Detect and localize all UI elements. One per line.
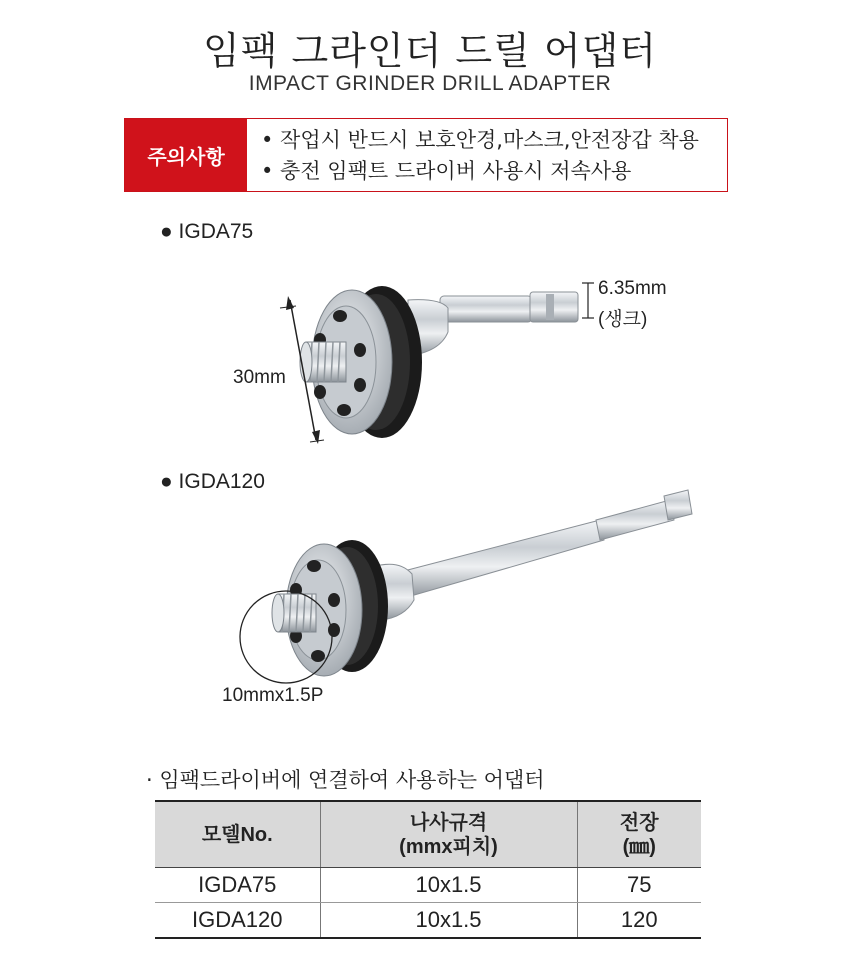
dimension-thread: 10mmx1.5P	[222, 685, 324, 706]
dimension-shank-note: (생크)	[598, 309, 648, 330]
cell-length: 120	[577, 903, 701, 939]
model-label-igda120: ● IGDA120	[160, 470, 265, 493]
header-length-label: 전장	[619, 811, 659, 834]
cell-thread: 10x1.5	[320, 903, 577, 939]
caution-label: 주의사항	[125, 119, 247, 191]
page-subtitle: IMPACT GRINDER DRILL ADAPTER	[248, 72, 612, 95]
header-thread-label: 나사규격	[409, 811, 488, 834]
header-model	[155, 801, 320, 868]
table-row	[155, 868, 701, 903]
header-model-label: 모델No.	[201, 823, 273, 846]
cell-model: IGDA120	[155, 903, 320, 939]
header-thread	[320, 801, 577, 868]
spec-table	[155, 800, 701, 939]
page-title: 임팩 그라인더 드릴 어댑터	[202, 29, 658, 73]
adapter-igda120-image	[240, 490, 692, 683]
cell-thread: 10x1.5	[320, 868, 577, 903]
header-length	[577, 801, 701, 868]
spec-table-header-row	[155, 801, 701, 868]
header-thread-unit: (mmx피치)	[399, 835, 498, 858]
cell-model: IGDA75	[155, 868, 320, 903]
caution-item: • 충전 임팩트 드라이버 사용시 저속사용	[261, 159, 632, 183]
adapter-igda75-image	[280, 283, 594, 444]
usage-intro: · 임팩드라이버에 연결하여 사용하는 어댑터	[146, 768, 545, 792]
table-row	[155, 903, 701, 939]
dimension-shank: 6.35mm	[598, 278, 667, 299]
caution-item: • 작업시 반드시 보호안경,마스크,안전장갑 착용	[261, 128, 699, 152]
cell-length: 75	[577, 868, 701, 903]
dimension-diameter: 30mm	[233, 367, 286, 388]
header-length-unit: (㎜)	[622, 835, 656, 858]
model-label-igda75: ● IGDA75	[160, 220, 254, 243]
